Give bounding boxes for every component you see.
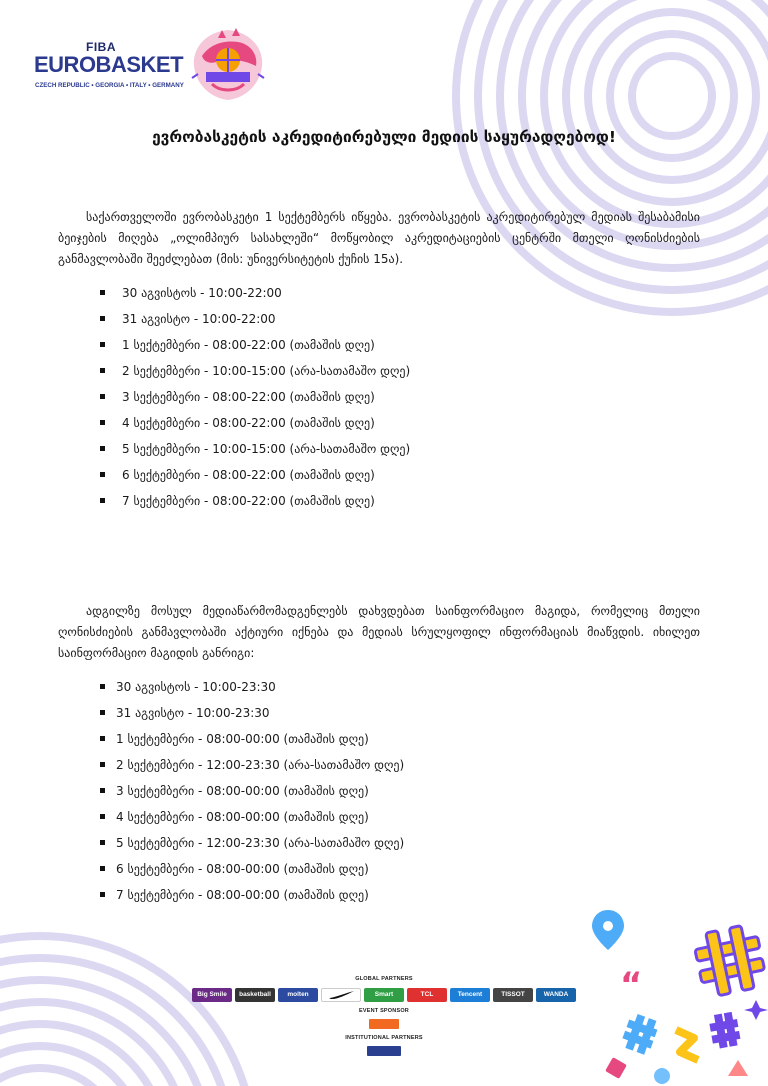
partners-footer bbox=[188, 976, 580, 1056]
partner-logo: Smart bbox=[364, 988, 404, 1002]
bullet-icon bbox=[100, 892, 105, 897]
institutional-partners-label: INSTITUTIONAL PARTNERS bbox=[345, 1035, 423, 1041]
list-item: 1 სექტემბერი - 08:00-22:00 (თამაშის დღე) bbox=[94, 335, 410, 361]
list-item: 5 სექტემბერი - 10:00-15:00 (არა-სათამაშო დღე) bbox=[94, 439, 410, 465]
bullet-icon bbox=[100, 290, 105, 295]
page-title: ევრობასკეტის აკრედიტირებული მედიის საყურადღებოდ! bbox=[152, 128, 616, 146]
partner-logo: basketball bbox=[235, 988, 275, 1002]
list-item: 2 სექტემბერი - 10:00-15:00 (არა-სათამაშო დღე) bbox=[94, 361, 410, 387]
list-item: 31 აგვისტო - 10:00-23:30 bbox=[94, 703, 404, 729]
bullet-icon bbox=[100, 710, 105, 715]
partner-logo: TCL bbox=[407, 988, 447, 1002]
list-item: 30 აგვისტოს - 10:00-23:30 bbox=[94, 677, 404, 703]
eurobasket-logo bbox=[34, 38, 184, 98]
bullet-icon bbox=[100, 788, 105, 793]
bullet-icon bbox=[100, 814, 105, 819]
list-item: 3 სექტემბერი - 08:00-00:00 (თამაშის დღე) bbox=[94, 781, 404, 807]
partner-logo: Big Smile bbox=[192, 988, 232, 1002]
event-sponsor-label: EVENT SPONSOR bbox=[359, 1008, 409, 1014]
decorative-shapes-icon bbox=[588, 900, 768, 1086]
list-item: 4 სექტემბერი - 08:00-22:00 (თამაშის დღე) bbox=[94, 413, 410, 439]
bullet-icon bbox=[100, 840, 105, 845]
partner-logo: TISSOT bbox=[493, 988, 533, 1002]
eurobasket-emblem-icon bbox=[188, 26, 268, 104]
bullet-icon bbox=[100, 866, 105, 871]
bullet-icon bbox=[100, 498, 105, 503]
list-item: 2 სექტემბერი - 12:00-23:30 (არა-სათამაშო დღე) bbox=[94, 755, 404, 781]
accreditation-paragraph: საქართველოში ევრობასკეტი 1 სექტემბერს იწყება. ევრობასკეტის აკრედიტირებულ მედიას შესაბამისი ბეიჯების მიღება „ოლიმპიურ სასახლეში“ მოწყობილ აკრედიტაციების ცენტრში მთელი ღონისძიების განმავლობაში შეეძლებათ (მის: უნივერსიტეტის ქუჩის 15ა). bbox=[58, 210, 700, 266]
event-sponsor-logo bbox=[369, 1019, 399, 1029]
list-item: 7 სექტემბერი - 08:00-00:00 (თამაშის დღე) bbox=[94, 885, 404, 911]
bullet-icon bbox=[100, 762, 105, 767]
nike-swoosh-icon bbox=[321, 988, 361, 1002]
list-item: 3 სექტემბერი - 08:00-22:00 (თამაშის დღე) bbox=[94, 387, 410, 413]
list-item: 30 აგვისტოს - 10:00-22:00 bbox=[94, 283, 410, 309]
partner-logo: Tencent bbox=[450, 988, 490, 1002]
list-item: 6 სექტემბერი - 08:00-00:00 (თამაშის დღე) bbox=[94, 859, 404, 885]
bullet-icon bbox=[100, 342, 105, 347]
bullet-icon bbox=[100, 684, 105, 689]
svg-text:“: “ bbox=[620, 965, 643, 1005]
bullet-icon bbox=[100, 368, 105, 373]
list-item: 5 სექტემბერი - 12:00-23:30 (არა-სათამაშო დღე) bbox=[94, 833, 404, 859]
bullet-icon bbox=[100, 316, 105, 321]
bullet-icon bbox=[100, 736, 105, 741]
partner-logos bbox=[188, 988, 580, 1002]
partner-logo: molten bbox=[278, 988, 318, 1002]
bullet-icon bbox=[100, 394, 105, 399]
info-desk-paragraph: ადგილზე მოსულ მედიაწარმომადგენლებს დახვდებათ საინფორმაციო მაგიდა, რომელიც მთელი ღონისძიების განმავლობაში აქტიური იქნება და მედიას სრულყოფილ ინფორმაციას მიაწვდის. იხილეთ საინფორმაციო მაგიდის განრიგი: bbox=[58, 604, 700, 660]
bullet-icon bbox=[100, 472, 105, 477]
partner-logo: WANDA bbox=[536, 988, 576, 1002]
institutional-partner-logo bbox=[367, 1046, 401, 1056]
list-item: 7 სექტემბერი - 08:00-22:00 (თამაშის დღე) bbox=[94, 491, 410, 517]
accreditation-schedule bbox=[94, 283, 410, 517]
fiba-wordmark: FIBA bbox=[86, 40, 116, 54]
bullet-icon bbox=[100, 420, 105, 425]
info-desk-schedule bbox=[94, 677, 404, 911]
list-item: 1 სექტემბერი - 08:00-00:00 (თამაშის დღე) bbox=[94, 729, 404, 755]
bullet-icon bbox=[100, 446, 105, 451]
host-countries: CZECH REPUBLIC • GEORGIA • ITALY • GERMANY bbox=[35, 82, 184, 89]
list-item: 31 აგვისტო - 10:00-22:00 bbox=[94, 309, 410, 335]
eurobasket-wordmark: EUROBASKET bbox=[34, 52, 184, 77]
list-item: 4 სექტემბერი - 08:00-00:00 (თამაშის დღე) bbox=[94, 807, 404, 833]
list-item: 6 სექტემბერი - 08:00-22:00 (თამაშის დღე) bbox=[94, 465, 410, 491]
global-partners-label: GLOBAL PARTNERS bbox=[355, 976, 413, 982]
